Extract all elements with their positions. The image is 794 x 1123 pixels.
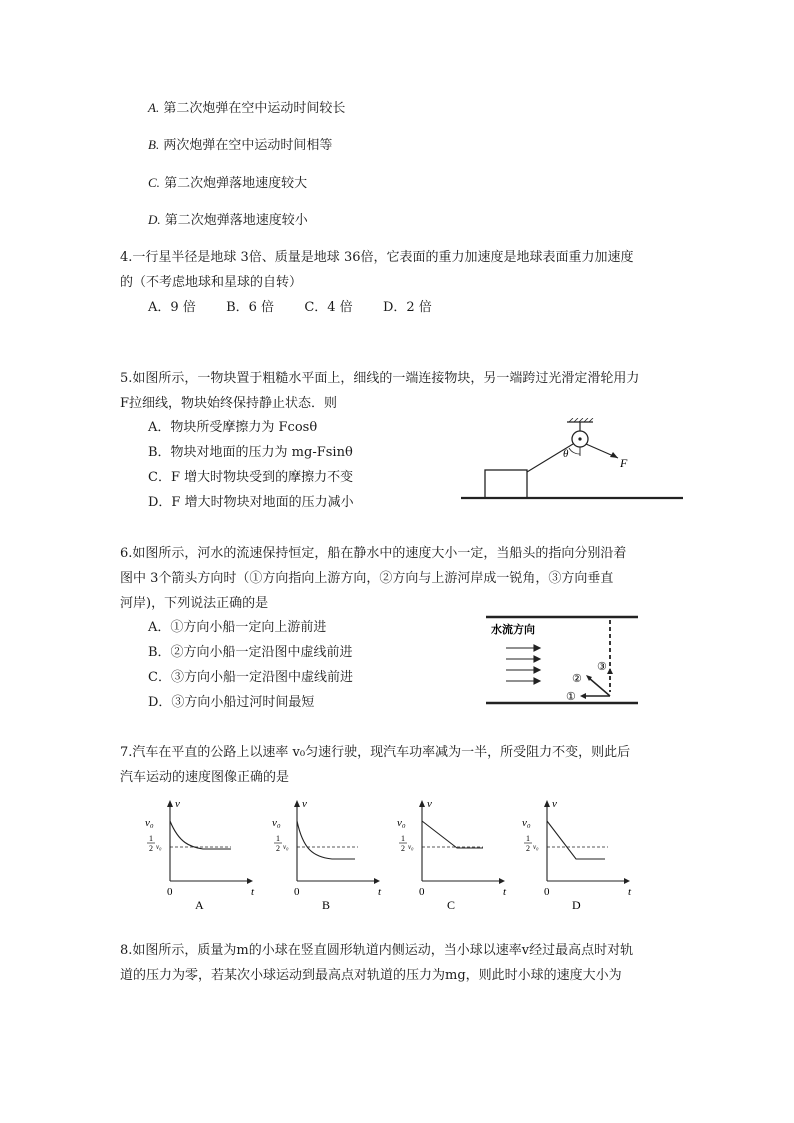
origin-label: 0 [419,886,425,898]
q6-line-2: 图中 3个箭头方向时（①方向指向上游方向，②方向与上游河岸成一锐角，③方向垂直 [120,571,614,586]
half-denominator: 2 [149,844,153,853]
v-axis-arrow [294,800,300,807]
half-numerator: 1 [149,834,153,843]
v-axis-label: v [302,798,307,810]
q4-line-1: 4.一行星半径是地球 3倍、质量是地球 36倍，它表面的重力加速度是地球表面重力加速度 [120,250,634,265]
t-axis-label: t [628,886,632,898]
half-denominator: 2 [401,844,405,853]
arrow-label-2: ② [572,673,582,685]
arrow-label-3: ③ [597,661,607,673]
t-axis-arrow [247,878,253,884]
t-axis-label: t [378,886,382,898]
t-axis-label: t [251,886,255,898]
option-letter: C. [148,175,160,190]
option-b [148,135,332,156]
velocity-curve [170,821,231,849]
option-letter: A. [148,100,160,115]
v-axis-label: v [427,798,432,810]
force-label: F [620,456,628,470]
q5-option-c: C．F 增大时物块受到的摩擦力不变 [148,470,354,485]
river-diagram [482,608,642,710]
vt-graph-a [143,797,263,915]
option-letter: D. [148,212,161,227]
q8-line-2: 道的压力为零，若某次小球运动到最高点对轨道的压力为mg，则此时小球的速度大小为 [120,968,622,983]
q8-line-1: 8.如图所示，质量为m的小球在竖直圆形轨道内侧运动，当小球以速率v经过最高点时对轨 [120,943,634,958]
q6-option-c: C．③方向小船一定沿图中虚线前进 [148,670,353,685]
t-axis-label: t [503,886,507,898]
q6-line-1: 6.如图所示，河水的流速保持恒定，船在静水中的速度大小一定，当船头的指向分别沿着 [120,546,627,561]
q6-option-d: D．③方向小船过河时间最短 [148,695,315,710]
half-denominator: 2 [276,844,280,853]
q4-line-2: 的（不考虑地球和星球的自转） [120,275,303,290]
option-text: 两次炮弹在空中运动时间相等 [163,138,333,153]
option-text: 第二次炮弹落地速度较大 [164,176,308,191]
half-denominator: 2 [526,844,530,853]
pulley-diagram [455,418,685,508]
q7-line-1: 7.汽车在平直的公路上以速率 v₀匀速行驶，现汽车功率减为一半，所受阻力不变，则此后 [120,745,631,760]
option-text: 第二次炮弹在空中运动时间较长 [163,101,346,116]
option-letter: B. [148,137,160,152]
origin-label: 0 [294,886,300,898]
graph-label: B [322,898,331,912]
q5-option-d: D．F 增大时物块对地面的压力减小 [148,495,354,510]
v0-label: v₀ [397,817,406,829]
flow-label: 水流方向 [491,624,535,636]
option-a [148,98,345,119]
t-axis-arrow [499,878,505,884]
t-axis-arrow [374,878,380,884]
origin-label: 0 [167,886,173,898]
q6-line-3: 河岸)，下列说法正确的是 [120,596,269,611]
graph-label: D [572,898,581,912]
half-numerator: 1 [526,834,530,843]
option-d [148,210,308,231]
q7-line-2: 汽车运动的速度图像正确的是 [120,770,290,785]
q6-option-b: B．②方向小船一定沿图中虚线前进 [148,645,353,660]
q4-option-d: D．2 倍 [382,300,432,315]
vt-graph-d [520,797,640,915]
q5-line-1: 5.如图所示，一物块置于粗糙水平面上，细线的一端连接物块，另一端跨过光滑定滑轮用力 [120,371,640,386]
t-axis-arrow [624,878,630,884]
v-axis-arrow [419,800,425,807]
q6-option-a: A．①方向小船一定向上游前进 [148,620,327,635]
graph-label: A [195,898,204,912]
half-v0-label: v₀ [283,843,289,851]
half-v0-label: v₀ [533,843,539,851]
option-text: 第二次炮弹落地速度较小 [164,213,308,228]
half-numerator: 1 [401,834,405,843]
v-axis-arrow [544,800,550,807]
vt-graph-b [270,797,390,915]
block [485,470,527,498]
origin-label: 0 [544,886,550,898]
half-v0-label: v₀ [408,843,414,851]
q5-line-2: F拉细线，物块始终保持静止状态．则 [120,396,338,411]
v-axis-arrow [167,800,173,807]
velocity-curve [297,821,355,859]
velocity-curve [547,821,605,859]
v-axis-label: v [175,798,180,810]
q4-option-a: A．9 倍 [148,300,196,315]
half-numerator: 1 [276,834,280,843]
vt-graph-c [395,797,515,915]
arrow-label-1: ① [566,691,576,703]
velocity-curve [422,821,483,848]
q4-option-b: B．6 倍 [226,300,275,315]
q5-option-a: A．物块所受摩擦力为 Fcosθ [148,420,318,435]
q4-options [148,298,432,318]
v0-label: v₀ [522,817,531,829]
v0-label: v₀ [272,817,281,829]
option-c [148,173,307,194]
half-v0-label: v₀ [156,843,162,851]
v-axis-label: v [552,798,557,810]
graph-label: C [447,898,456,912]
q5-option-b: B．物块对地面的压力为 mg-Fsinθ [148,445,353,460]
v0-label: v₀ [145,817,154,829]
angle-label: θ [563,448,569,460]
q4-option-c: C．4 倍 [304,300,353,315]
